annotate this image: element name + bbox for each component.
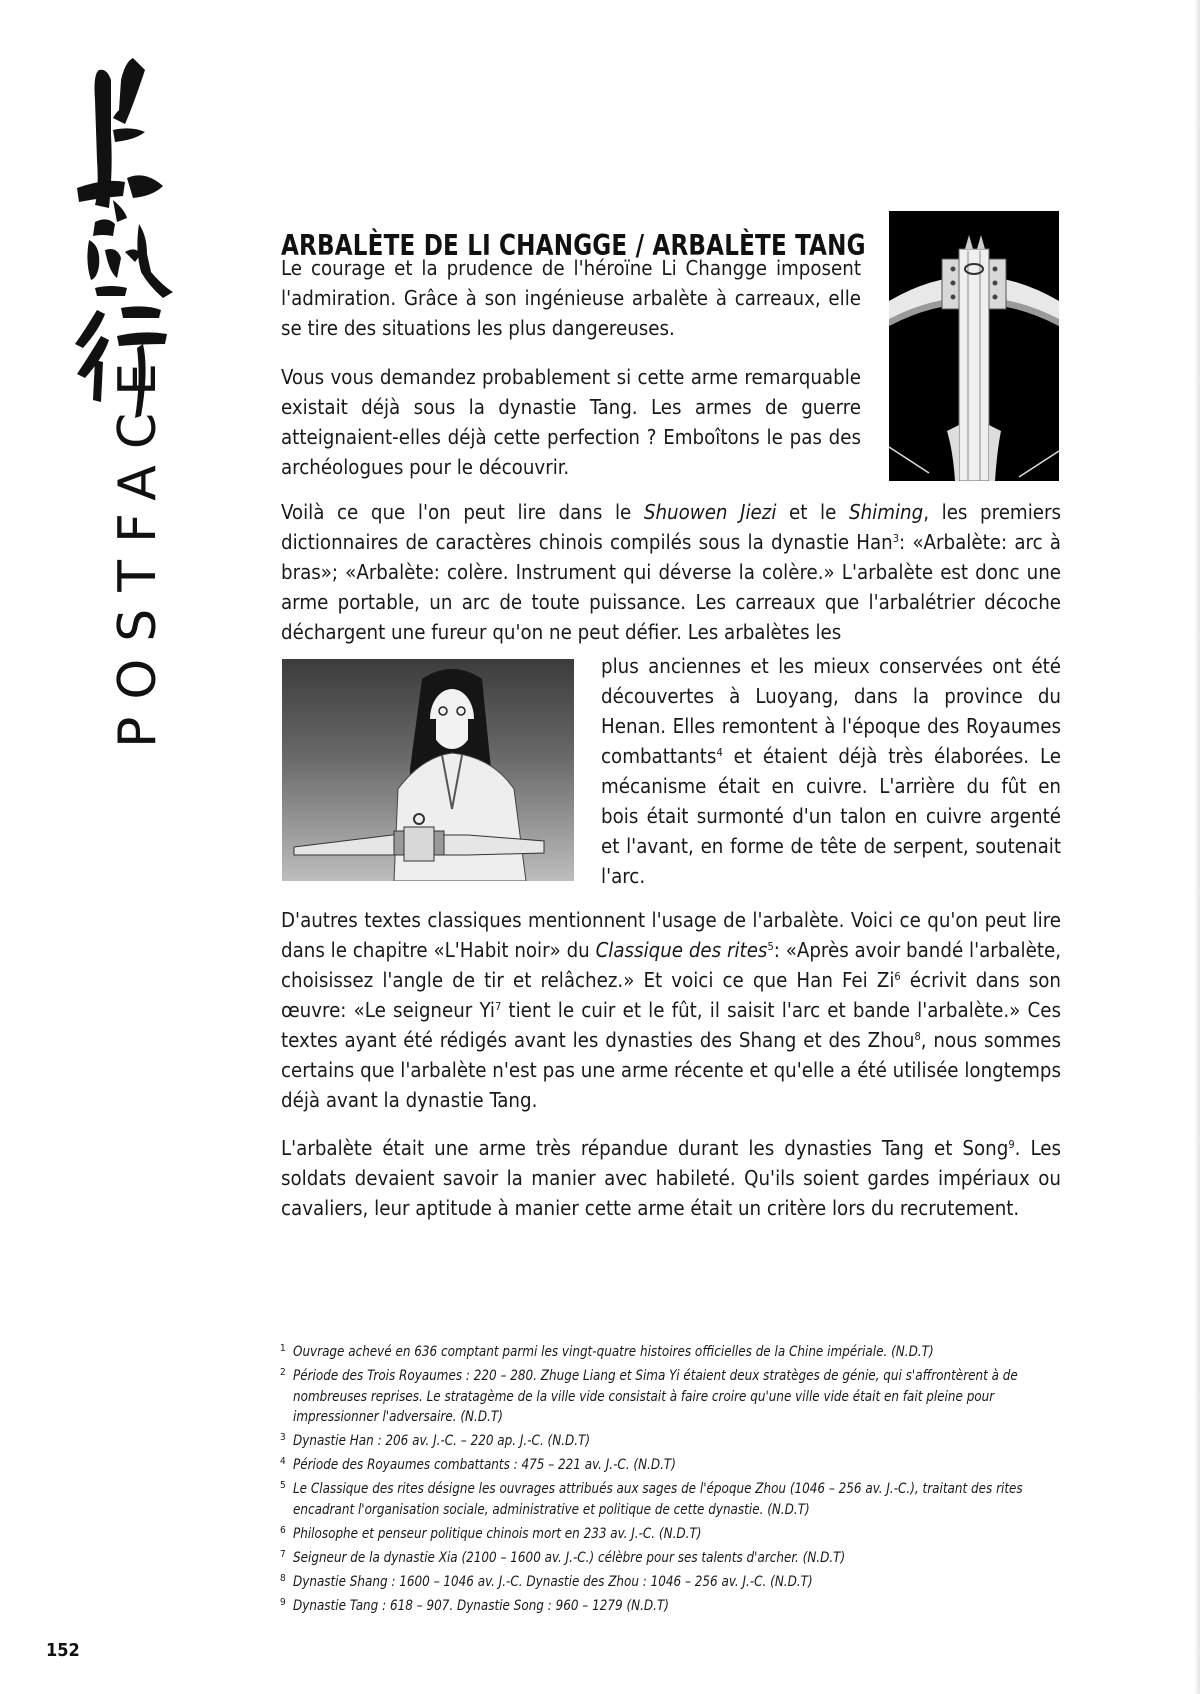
text-run: , les premiers dictionnaires de caractères chinois compilés sous la dynastie Han	[281, 500, 1062, 554]
footnote-text: Dynastie Han : 206 av. J.-C. – 220 ap. J.-C. (N.D.T)	[293, 1433, 591, 1449]
footnote-text: Période des Royaumes combattants : 475 – 221 av. J.-C. (N.D.T)	[293, 1457, 676, 1473]
footnote-number: 4	[280, 1456, 286, 1467]
footnote-number: 3	[280, 1432, 286, 1443]
footnote-item	[280, 1548, 1070, 1569]
page-number: 152	[46, 1640, 80, 1661]
footnote-text: Philosophe et penseur politique chinois mort en 233 av. J.-C. (N.D.T)	[293, 1525, 702, 1542]
text-run: plus anciennes et les mieux conservées ont été découvertes à Luoyang, dans la province du Henan. Elles remontent à l'époque des Royaumes combattants	[601, 654, 1061, 768]
footnote-number: 8	[280, 1572, 286, 1584]
footnote-text: Seigneur de la dynastie Xia (2100 – 1600 av. J.-C.) célèbre pour ses talents d'archer. (N.D.T)	[293, 1549, 846, 1566]
footnote-number: 2	[280, 1367, 286, 1378]
footnote-item	[280, 1342, 1070, 1363]
footnote-item	[280, 1596, 1070, 1617]
article-title: ARBALÈTE DE LI CHANGGE / ARBALÈTE TANG	[281, 229, 866, 263]
footnote-item	[280, 1572, 1070, 1593]
section-label: POSTFACE	[108, 345, 168, 748]
footnote-ref-7[interactable]: 7	[494, 1000, 502, 1013]
footnote-number: 7	[280, 1548, 286, 1560]
text-run: et le	[776, 500, 849, 524]
text-run: D'autres textes classiques mentionnent l'usage de l'arbalète. Voici ce qu'on peut lire dans le chapitre «L'Habit noir» du	[281, 908, 1061, 962]
footnote-number: 5	[280, 1480, 286, 1491]
text-run: et étaient déjà très élaborées. Le mécanisme était en cuivre. L'arrière du fût en bois était surmonté d'un talon en cuivre argenté et l'avant, en forme de tête de serpent, soutenait l'arc.	[601, 744, 1061, 888]
text-run: : «Après avoir bandé l'arbalète, choisissez l'angle de tir et relâchez.» Et voici ce que Han Fei Zi	[281, 938, 1062, 992]
footnote-text: Dynastie Shang : 1600 – 1046 av. J.-C. Dynastie des Zhou : 1046 – 256 av. J.-C. (N.D.T)	[293, 1573, 813, 1590]
paragraph-intro	[281, 253, 861, 343]
footnote-item	[280, 1479, 1070, 1520]
footnote-text: Période des Trois Royaumes : 220 – 280. Zhuge Liang et Sima Yi étaient deux stratèges de génie, qui s'affrontèrent à de nombreuses reprises. Le stratagème de la ville vide consistait à faire croire qu'une ville vide était en fait pleine pour impressionner l'adversaire. (N.D.T)	[293, 1368, 1018, 1425]
paragraph-question	[281, 362, 861, 482]
paragraph-4-text	[281, 905, 1061, 1115]
text-run: , nous sommes certains que l'arbalète n'est pas une arme récente et qu'elle a été utilisée longtemps déjà avant la dynastie Tang.	[281, 1028, 1061, 1112]
paragraph-classic-texts	[281, 905, 1061, 1115]
text-run: L'arbalète était une arme très répandue durant les dynasties Tang et Song	[281, 1136, 1009, 1160]
footnote-item	[280, 1366, 1070, 1428]
footnote-ref-4[interactable]: 4	[716, 746, 723, 759]
text-run: écrivit dans son œuvre: «Le seigneur Yi	[281, 968, 1061, 1022]
book-title-shuowen: Shuowen Jiezi	[643, 500, 777, 524]
page-edge	[1194, 0, 1200, 1694]
footnote-text: Le Classique des rites désigne les ouvrages attribués aux sages de l'époque Zhou (1046 – 256 av. J.-C.), traitant des rites encadrant l'organisation sociale, administrative et politique de cette dynastie. (N.D.T)	[293, 1481, 1023, 1518]
footnote-ref-5[interactable]: 5	[767, 940, 774, 953]
text-run: Voilà ce que l'on peut lire dans le	[281, 500, 644, 524]
footnote-ref-3[interactable]: 3	[892, 532, 900, 545]
footnote-number: 6	[280, 1524, 286, 1536]
crossbow-illustration	[889, 211, 1059, 481]
footnote-item	[280, 1431, 1070, 1452]
footnote-number: 1	[280, 1343, 286, 1354]
footnote-text: Dynastie Tang : 618 – 907. Dynastie Song : 960 – 1279 (N.D.T)	[293, 1597, 669, 1614]
footnote-item	[280, 1455, 1070, 1476]
paragraph-2-text: Vous vous demandez probablement si cette arme remarquable existait déjà sous la dynastie Tang. Les armes de guerre atteignaient-elles déjà cette perfection ? Emboîtons le pas des archéologues pour le découvrir.	[281, 365, 861, 479]
footnote-ref-6[interactable]: 6	[894, 970, 901, 983]
footnote-text: Ouvrage achevé en 636 comptant parmi les vingt-quatre histoires officielles de la Chine impériale. (N.D.T)	[293, 1344, 934, 1360]
text-run: . Les soldats devaient savoir la manier avec habileté. Qu'ils soient gardes impériaux ou cavaliers, leur aptitude à manier cette arme était un critère lors du recrutement.	[281, 1136, 1061, 1220]
text-run: tient le cuir et le fût, il saisit l'arc et bande l'arbalète.» Ces textes ayant été rédigés avant les dynasties des Shang et des Zhou	[281, 998, 1061, 1052]
heroine-drawing-icon	[282, 659, 574, 881]
text-run: : «Arbalète: arc à bras»; «Arbalète: colère. Instrument qui déverse la colère.» L'arbalète est donc une arme portable, un arc de toute puissance. Les carreaux que l'arbalétrier décoche déchargent une fureur qu'on ne peut défier. Les arbalètes les	[281, 530, 1061, 644]
footnote-ref-8[interactable]: 8	[914, 1030, 921, 1043]
heroine-illustration	[282, 659, 574, 881]
crossbow-drawing-icon	[889, 211, 1059, 481]
paragraph-luoyang	[601, 651, 1061, 891]
paragraph-3-wrap-text	[601, 651, 1061, 891]
book-title-shiming: Shiming	[848, 500, 924, 524]
paragraph-5-text	[281, 1133, 1061, 1223]
footnotes	[280, 1342, 1070, 1620]
book-title-classique-des-rites: Classique des rites	[595, 938, 768, 962]
paragraph-1-text: Le courage et la prudence de l'héroïne Li Changge imposent l'admiration. Grâce à son ingénieuse arbalète à carreaux, elle se tire des situations les plus dangereuses.	[281, 256, 861, 340]
footnote-item	[280, 1524, 1070, 1545]
paragraph-tang-song	[281, 1133, 1061, 1223]
footnote-number: 9	[280, 1596, 286, 1608]
paragraph-3-text	[281, 497, 1061, 647]
footnote-ref-9[interactable]: 9	[1008, 1138, 1015, 1151]
paragraph-dictionaries	[281, 497, 1061, 647]
